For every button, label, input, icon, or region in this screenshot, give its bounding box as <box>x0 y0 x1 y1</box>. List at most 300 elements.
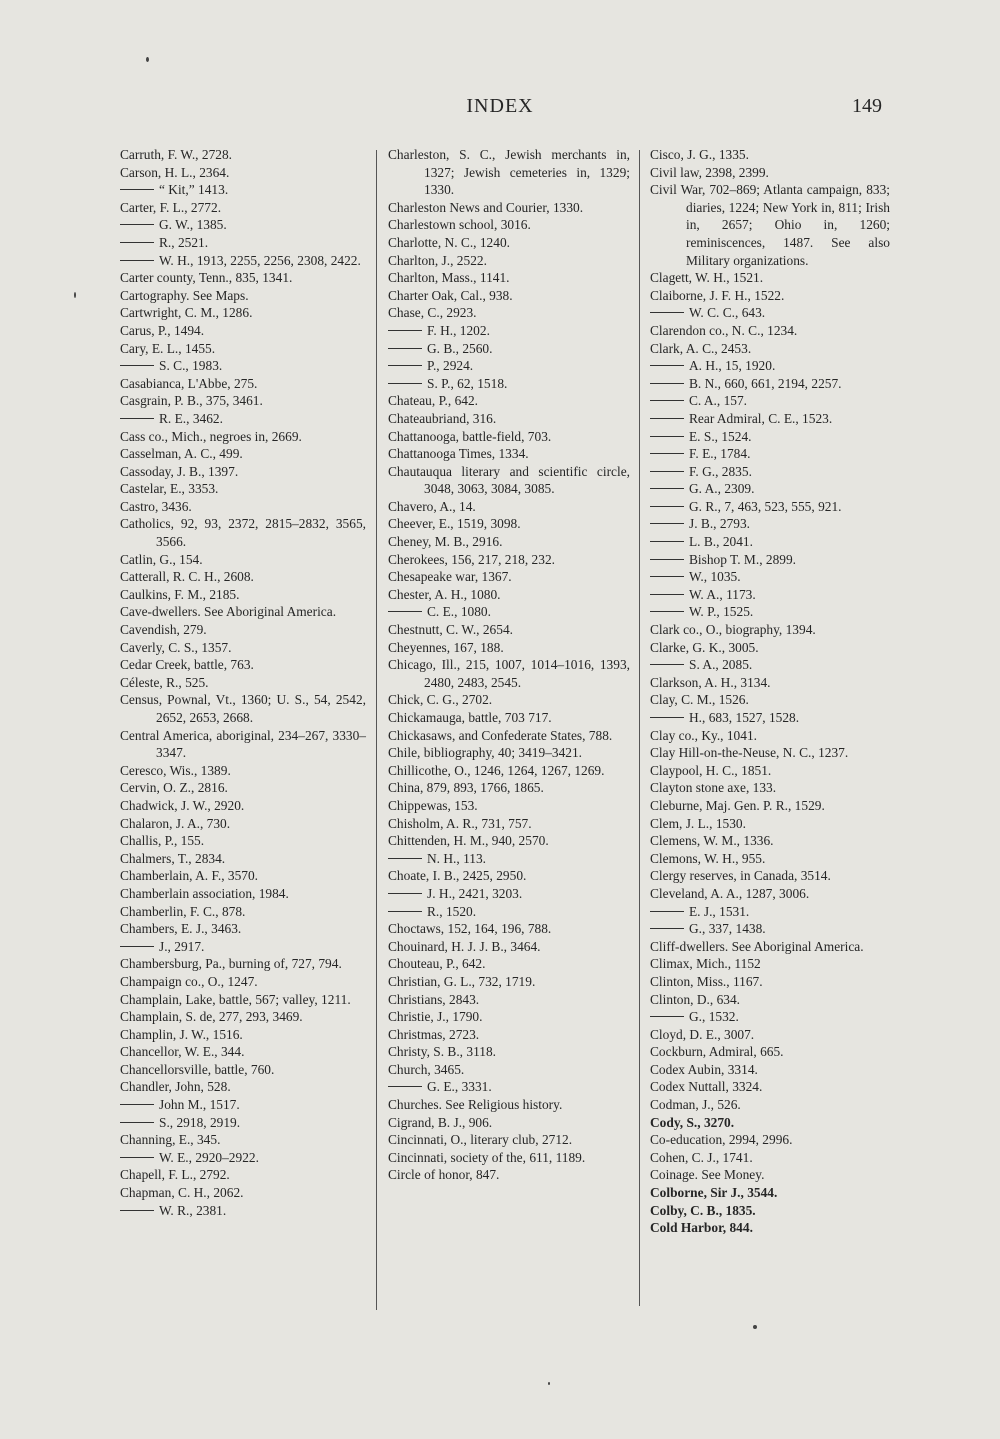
index-entry-text: Champlin, J. W., 1516. <box>120 1026 243 1042</box>
index-entry-text: Clagett, W. H., 1521. <box>650 270 764 286</box>
index-entry <box>650 603 890 621</box>
index-entry-text: R. E., 3462. <box>159 410 223 426</box>
index-entry-text: G. A., 2309. <box>689 481 755 497</box>
index-entry-text: Chateau, P., 642. <box>388 393 479 409</box>
index-entry-text: Clarke, G. K., 3005. <box>650 639 759 655</box>
index-entry <box>120 515 366 550</box>
index-entry <box>650 1026 890 1044</box>
index-entry-text: Christy, S. B., 3118. <box>388 1044 497 1060</box>
index-entry-text: Cass co., Mich., negroes in, 2669. <box>120 428 302 444</box>
index-entry <box>120 410 366 428</box>
index-entry <box>388 445 630 463</box>
index-entry-text: Cave-dwellers. See Aboriginal America. <box>120 604 337 620</box>
index-entry <box>120 832 366 850</box>
index-entry <box>388 568 630 586</box>
index-entry <box>650 1149 890 1167</box>
index-entry-text: W. E., 2920–2922. <box>159 1149 259 1165</box>
index-entry-text: Cartwright, C. M., 1286. <box>120 305 253 321</box>
ditto-dash <box>388 1086 422 1087</box>
index-entry-text: S. P., 62, 1518. <box>427 375 508 391</box>
index-entry <box>388 973 630 991</box>
index-entry-text: J. B., 2793. <box>689 516 751 532</box>
ditto-dash <box>120 189 154 190</box>
index-entry <box>120 234 366 252</box>
index-entry-text: Cockburn, Admiral, 665. <box>650 1044 784 1060</box>
index-entry <box>388 392 630 410</box>
index-entry <box>650 445 890 463</box>
index-entry-text: B. N., 660, 661, 2194, 2257. <box>689 375 842 391</box>
index-entry <box>650 1061 890 1079</box>
index-entry-text: Cloyd, D. E., 3007. <box>650 1026 755 1042</box>
index-entry <box>120 357 366 375</box>
index-entry-text: Colby, C. B., 1835. <box>650 1202 756 1218</box>
ditto-dash <box>120 260 154 261</box>
index-entry <box>388 234 630 252</box>
index-entry-text: Chase, C., 2923. <box>388 305 477 321</box>
index-entry <box>120 1078 366 1096</box>
ditto-dash <box>388 365 422 366</box>
index-entry <box>120 287 366 305</box>
ditto-dash <box>120 365 154 366</box>
index-entry-text: Chancellor, W. E., 344. <box>120 1044 245 1060</box>
index-entry-text: Claypool, H. C., 1851. <box>650 762 772 778</box>
index-entry <box>120 762 366 780</box>
index-entry-text: Chambers, E. J., 3463. <box>120 921 242 937</box>
index-entry <box>388 815 630 833</box>
index-entry-text: Cartography. See Maps. <box>120 287 249 303</box>
ditto-dash <box>650 717 684 718</box>
index-entry <box>650 709 890 727</box>
index-entry-text: Casabianca, L'Abbe, 275. <box>120 375 258 391</box>
index-entry <box>120 199 366 217</box>
index-entry <box>120 322 366 340</box>
index-entry-text: Chick, C. G., 2702. <box>388 692 493 708</box>
ditto-dash <box>650 418 684 419</box>
index-entry-text: Champlain, S. de, 277, 293, 3469. <box>120 1009 303 1025</box>
index-entry-text: W. P., 1525. <box>689 604 754 620</box>
index-entry <box>120 779 366 797</box>
index-entry <box>388 709 630 727</box>
index-entry-text: Caverly, C. S., 1357. <box>120 639 232 655</box>
index-entry-text: Castro, 3436. <box>120 498 192 514</box>
print-speck <box>753 1325 757 1329</box>
index-entry <box>388 586 630 604</box>
index-entry-text: Bishop T. M., 2899. <box>689 551 797 567</box>
index-entry <box>650 991 890 1009</box>
index-entry <box>650 1219 890 1237</box>
print-speck <box>548 1382 550 1385</box>
index-entry-text: G. E., 3331. <box>427 1079 492 1095</box>
index-entry <box>388 252 630 270</box>
index-entry <box>388 603 630 621</box>
index-entry <box>120 480 366 498</box>
index-entry <box>388 1114 630 1132</box>
index-entry-text: J., 2917. <box>159 938 205 954</box>
index-entry-text: Codman, J., 526. <box>650 1097 741 1113</box>
index-entry <box>120 991 366 1009</box>
index-entry-text: A. H., 15, 1920. <box>689 358 776 374</box>
index-entry <box>650 1096 890 1114</box>
column-divider <box>639 150 640 1306</box>
index-entry-text: Cheever, E., 1519, 3098. <box>388 516 521 532</box>
index-column-2 <box>388 146 630 1184</box>
column-divider <box>376 150 377 1310</box>
index-entry-text: Clemens, W. M., 1336. <box>650 833 774 849</box>
ditto-dash <box>120 1122 154 1123</box>
index-entry-text: Charlton, Mass., 1141. <box>388 270 510 286</box>
index-entry <box>650 1043 890 1061</box>
index-entry-text: C. E., 1080. <box>427 604 491 620</box>
index-entry <box>650 498 890 516</box>
index-entry <box>120 375 366 393</box>
ditto-dash <box>650 1016 684 1017</box>
index-entry-text: Choctaws, 152, 164, 196, 788. <box>388 921 552 937</box>
index-entry <box>650 674 890 692</box>
index-entry-text: Cliff-dwellers. See Aboriginal America. <box>650 938 864 954</box>
index-entry <box>388 287 630 305</box>
index-entry-text: Catholics, 92, 93, 2372, 2815–2832, 3565, 3566. <box>120 516 366 550</box>
index-entry <box>120 1043 366 1061</box>
index-entry-text: Carus, P., 1494. <box>120 322 205 338</box>
index-entry-text: Chateaubriand, 316. <box>388 410 497 426</box>
index-entry <box>650 428 890 446</box>
running-title: INDEX <box>466 95 534 117</box>
index-entry <box>388 304 630 322</box>
index-entry <box>120 463 366 481</box>
ditto-dash <box>120 1104 154 1105</box>
index-entry-text: G. B., 2560. <box>427 340 493 356</box>
index-entry <box>650 797 890 815</box>
index-entry <box>650 1202 890 1220</box>
index-entry <box>388 515 630 533</box>
index-entry-text: Clarkson, A. H., 3134. <box>650 674 771 690</box>
index-entry-text: Clinton, D., 634. <box>650 991 741 1007</box>
index-entry <box>650 903 890 921</box>
index-entry <box>650 639 890 657</box>
ditto-dash <box>120 242 154 243</box>
index-entry-text: Chattanooga Times, 1334. <box>388 446 529 462</box>
ditto-dash <box>650 611 684 612</box>
index-entry-text: Cold Harbor, 844. <box>650 1220 753 1236</box>
index-entry-text: S., 2918, 2919. <box>159 1114 241 1130</box>
ditto-dash <box>388 611 422 612</box>
index-entry-text: Cody, S., 3270. <box>650 1114 735 1130</box>
index-entry <box>650 691 890 709</box>
index-entry <box>120 1061 366 1079</box>
index-entry <box>650 410 890 428</box>
index-entry <box>120 445 366 463</box>
ditto-dash <box>650 383 684 384</box>
index-entry-text: Cassoday, J. B., 1397. <box>120 463 239 479</box>
index-entry <box>388 269 630 287</box>
index-entry-text: Clayton stone axe, 133. <box>650 780 777 796</box>
index-entry-text: Charlotte, N. C., 1240. <box>388 234 510 250</box>
index-entry-text: Charlton, J., 2522. <box>388 252 487 268</box>
index-entry-text: Chippewas, 153. <box>388 797 478 813</box>
index-entry-text: F. G., 2835. <box>689 463 752 479</box>
index-entry <box>120 1131 366 1149</box>
index-entry-text: Chicago, Ill., 215, 1007, 1014–1016, 1393, 2480, 2483, 2545. <box>388 657 630 690</box>
index-entry <box>650 1008 890 1026</box>
index-entry <box>650 515 890 533</box>
index-entry-text: Chavero, A., 14. <box>388 498 476 514</box>
index-entry <box>120 727 366 762</box>
index-entry <box>650 164 890 182</box>
index-entry-text: Chadwick, J. W., 2920. <box>120 797 245 813</box>
index-entry-text: Church, 3465. <box>388 1061 465 1077</box>
index-entry-text: Chalmers, T., 2834. <box>120 850 226 866</box>
index-entry-text: Clay, C. M., 1526. <box>650 692 749 708</box>
index-entry <box>650 1184 890 1202</box>
ditto-dash <box>650 541 684 542</box>
ditto-dash <box>120 418 154 419</box>
index-entry <box>650 867 890 885</box>
index-entry <box>120 903 366 921</box>
ditto-dash <box>388 330 422 331</box>
index-entry <box>388 885 630 903</box>
index-entry-text: Chittenden, H. M., 940, 2570. <box>388 833 549 849</box>
index-entry-text: Charleston News and Courier, 1330. <box>388 199 584 215</box>
index-entry <box>388 832 630 850</box>
index-entry <box>650 656 890 674</box>
index-entry <box>120 797 366 815</box>
index-entry-text: Cervin, O. Z., 2816. <box>120 780 228 796</box>
index-entry <box>650 146 890 164</box>
ditto-dash <box>650 594 684 595</box>
index-entry <box>388 199 630 217</box>
index-entry-text: Castelar, E., 3353. <box>120 481 219 497</box>
index-entry <box>388 463 630 498</box>
page-number: 149 <box>852 95 882 117</box>
ditto-dash <box>650 436 684 437</box>
index-entry <box>388 938 630 956</box>
index-entry-text: E. J., 1531. <box>689 903 750 919</box>
index-entry <box>388 1096 630 1114</box>
index-entry-text: Chillicothe, O., 1246, 1264, 1267, 1269. <box>388 762 605 778</box>
index-entry-text: Circle of honor, 847. <box>388 1167 500 1183</box>
index-column-1 <box>120 146 366 1219</box>
index-entry <box>388 1131 630 1149</box>
index-entry <box>388 639 630 657</box>
index-entry-text: Carruth, F. W., 2728. <box>120 147 233 162</box>
index-entry <box>120 815 366 833</box>
index-entry <box>650 1114 890 1132</box>
index-entry-text: Charlestown school, 3016. <box>388 217 531 233</box>
index-entry-text: F. H., 1202. <box>427 322 490 338</box>
index-entry <box>650 885 890 903</box>
index-entry <box>650 480 890 498</box>
index-entry <box>388 1008 630 1026</box>
index-entry-text: W. A., 1173. <box>689 586 756 602</box>
index-entry-text: Chandler, John, 528. <box>120 1079 231 1095</box>
index-entry-text: Cleveland, A. A., 1287, 3006. <box>650 885 810 901</box>
index-entry-text: Clemons, W. H., 955. <box>650 850 766 866</box>
index-entry <box>650 727 890 745</box>
ditto-dash <box>650 523 684 524</box>
index-entry-text: Cleburne, Maj. Gen. P. R., 1529. <box>650 797 825 813</box>
index-entry <box>388 903 630 921</box>
index-entry-text: Christie, J., 1790. <box>388 1009 483 1025</box>
index-entry-text: G., 1532. <box>689 1009 739 1025</box>
index-entry-text: “ Kit,” 1413. <box>159 182 229 198</box>
index-entry <box>388 216 630 234</box>
index-entry-text: Cedar Creek, battle, 763. <box>120 657 254 673</box>
index-entry-text: Rear Admiral, C. E., 1523. <box>689 410 833 426</box>
index-entry <box>650 920 890 938</box>
index-entry <box>650 568 890 586</box>
index-entry-text: Cincinnati, O., literary club, 2712. <box>388 1132 573 1148</box>
ditto-dash <box>388 348 422 349</box>
index-entry <box>120 568 366 586</box>
index-entry-text: Christian, G. L., 732, 1719. <box>388 973 536 989</box>
index-entry-text: Cheney, M. B., 2916. <box>388 534 503 550</box>
index-entry-text: Codex Aubin, 3314. <box>650 1061 758 1077</box>
index-entry-text: G. W., 1385. <box>159 217 227 233</box>
index-entry-text: W., 1035. <box>689 569 741 585</box>
index-entry-text: Chickasaws, and Confederate States, 788. <box>388 727 613 743</box>
index-entry-text: Claiborne, J. F. H., 1522. <box>650 287 785 303</box>
index-entry <box>388 1061 630 1079</box>
ditto-dash <box>650 664 684 665</box>
index-entry <box>650 779 890 797</box>
ditto-dash <box>650 576 684 577</box>
index-entry <box>650 181 890 269</box>
index-entry <box>120 850 366 868</box>
index-entry-text: Co-education, 2994, 2996. <box>650 1132 793 1148</box>
index-entry-text: Civil law, 2398, 2399. <box>650 164 769 180</box>
index-entry <box>388 744 630 762</box>
index-entry-text: P., 2924. <box>427 358 474 374</box>
index-entry-text: Clergy reserves, in Canada, 3514. <box>650 868 831 884</box>
index-entry-text: Chestnutt, C. W., 2654. <box>388 622 513 638</box>
index-entry <box>388 1149 630 1167</box>
index-entry <box>120 656 366 674</box>
index-entry-text: Carter, F. L., 2772. <box>120 199 222 215</box>
index-entry-text: Cisco, J. G., 1335. <box>650 147 749 162</box>
index-entry-text: Cohen, C. J., 1741. <box>650 1149 753 1165</box>
index-entry <box>120 920 366 938</box>
index-entry <box>388 428 630 446</box>
index-entry-text: Christmas, 2723. <box>388 1026 480 1042</box>
index-entry <box>388 920 630 938</box>
index-entry-text: Civil War, 702–869; Atlanta campaign, 833; diaries, 1224; New York in, 811; Irish in, 2657; Ohio in, 1260; reminiscences, 1487. See also Military organizations. <box>650 182 890 268</box>
index-entry-text: Chancellorsville, battle, 760. <box>120 1061 275 1077</box>
index-entry-text: Chamberlain association, 1984. <box>120 885 289 901</box>
index-entry-text: N. H., 113. <box>427 850 487 866</box>
index-entry <box>120 1184 366 1202</box>
index-entry <box>388 850 630 868</box>
index-entry-text: Chester, A. H., 1080. <box>388 586 501 602</box>
index-entry <box>650 304 890 322</box>
index-entry-text: F. E., 1784. <box>689 446 751 462</box>
index-entry-text: Chautauqua literary and scientific circle, 3048, 3063, 3084, 3085. <box>388 463 630 497</box>
index-entry-text: Clay Hill-on-the-Neuse, N. C., 1237. <box>650 745 849 761</box>
index-entry-text: Céleste, R., 525. <box>120 674 209 690</box>
index-entry <box>120 252 366 270</box>
index-entry <box>388 375 630 393</box>
index-entry-text: Cincinnati, society of the, 611, 1189. <box>388 1149 586 1165</box>
ditto-dash <box>650 400 684 401</box>
index-entry <box>120 164 366 182</box>
index-entry <box>650 463 890 481</box>
index-entry <box>120 603 366 621</box>
index-entry <box>120 1008 366 1026</box>
index-entry-text: Coinage. See Money. <box>650 1167 765 1183</box>
index-entry-text: Colborne, Sir J., 3544. <box>650 1185 778 1201</box>
index-entry <box>388 621 630 639</box>
ditto-dash <box>120 224 154 225</box>
index-entry <box>650 850 890 868</box>
index-entry-text: W. C. C., 643. <box>689 305 766 321</box>
index-entry <box>650 269 890 287</box>
index-entry <box>650 551 890 569</box>
index-entry <box>388 340 630 358</box>
index-entry <box>388 955 630 973</box>
index-entry-text: Churches. See Religious history. <box>388 1097 563 1113</box>
index-entry-text: Charter Oak, Cal., 938. <box>388 287 513 303</box>
index-entry <box>388 533 630 551</box>
index-entry-text: Climax, Mich., 1152 <box>650 956 761 972</box>
index-entry-text: Codex Nuttall, 3324. <box>650 1079 763 1095</box>
index-entry-text: Catterall, R. C. H., 2608. <box>120 569 254 585</box>
index-entry-text: R., 1520. <box>427 903 477 919</box>
index-entry <box>120 304 366 322</box>
index-entry-text: Clem, J. L., 1530. <box>650 815 746 831</box>
index-entry <box>650 762 890 780</box>
index-entry <box>650 340 890 358</box>
ditto-dash <box>650 488 684 489</box>
index-entry-text: Choate, I. B., 2425, 2950. <box>388 868 527 884</box>
index-entry <box>120 1202 366 1220</box>
index-entry-text: Cavendish, 279. <box>120 622 207 638</box>
index-entry-text: Chalaron, J. A., 730. <box>120 815 231 831</box>
index-entry <box>120 938 366 956</box>
index-entry-text: Casselman, A. C., 499. <box>120 446 243 462</box>
index-entry-text: Catlin, G., 154. <box>120 551 203 567</box>
index-entry <box>388 1026 630 1044</box>
index-entry-text: Chesapeake war, 1367. <box>388 569 512 585</box>
index-entry <box>120 639 366 657</box>
index-entry <box>120 674 366 692</box>
index-entry <box>650 955 890 973</box>
index-entry-text: W. H., 1913, 2255, 2256, 2308, 2422. <box>159 252 361 268</box>
index-entry-text: E. S., 1524. <box>689 428 752 444</box>
index-entry-text: Chapman, C. H., 2062. <box>120 1185 244 1201</box>
index-entry <box>120 1026 366 1044</box>
index-entry-text: S. A., 2085. <box>689 657 753 673</box>
index-entry <box>388 551 630 569</box>
index-entry <box>650 744 890 762</box>
index-entry-text: Chamberlin, F. C., 878. <box>120 903 246 919</box>
index-entry-text: Cary, E. L., 1455. <box>120 340 216 356</box>
index-column-3 <box>650 146 890 1237</box>
index-entry <box>120 955 366 973</box>
ditto-dash <box>650 365 684 366</box>
index-entry <box>650 287 890 305</box>
index-entry-text: R., 2521. <box>159 234 209 250</box>
index-entry <box>650 1078 890 1096</box>
index-entry-text: Champlain, Lake, battle, 567; valley, 1211. <box>120 991 351 1007</box>
index-entry <box>388 656 630 691</box>
index-entry-text: Casgrain, P. B., 375, 3461. <box>120 393 263 409</box>
index-entry <box>650 938 890 956</box>
index-entry-text: C. A., 157. <box>689 393 748 409</box>
ditto-dash <box>650 453 684 454</box>
index-entry-text: Clark co., O., biography, 1394. <box>650 622 816 638</box>
index-entry-text: Chamberlain, A. F., 3570. <box>120 868 259 884</box>
ditto-dash <box>388 911 422 912</box>
index-entry-text: L. B., 2041. <box>689 534 753 550</box>
